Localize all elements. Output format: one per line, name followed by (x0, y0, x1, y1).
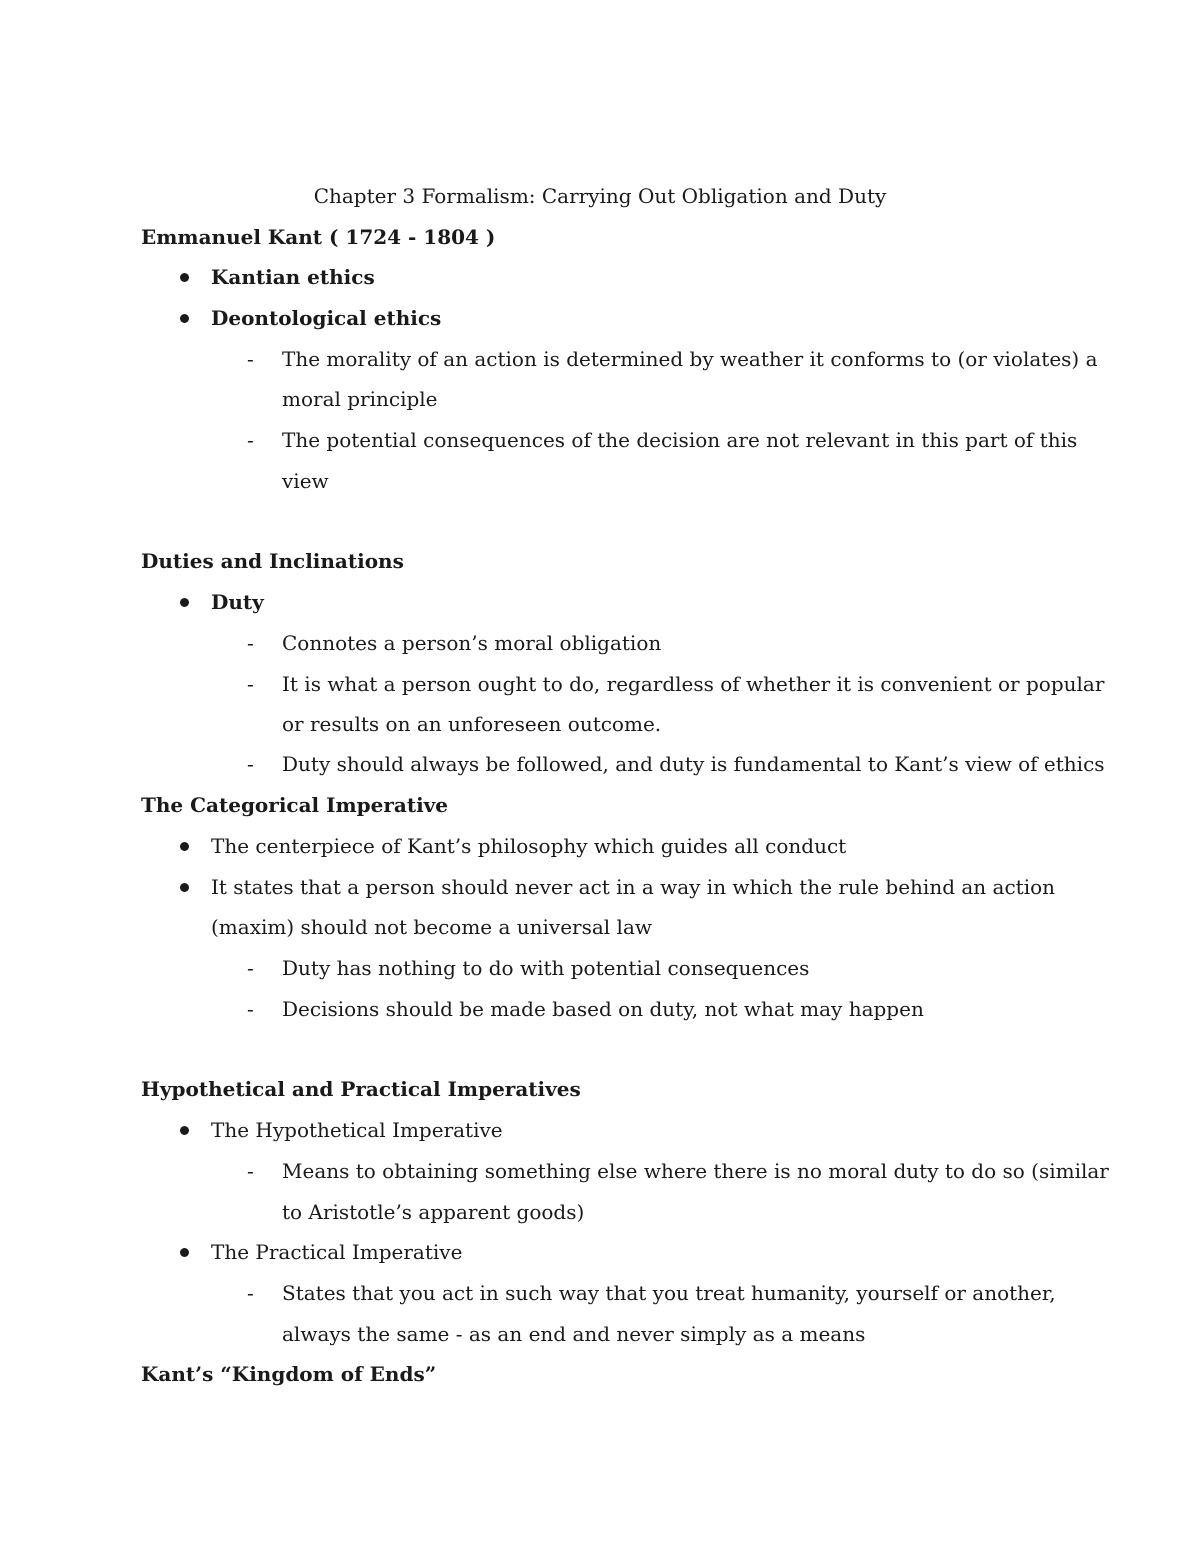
bullet-icon (180, 598, 189, 607)
sub-item-line: States that you act in such way that you treat humanity, yourself or another, (282, 1281, 1056, 1305)
bullet-icon (180, 842, 189, 851)
dash-marker: - (247, 997, 254, 1021)
sub-item-line: or results on an unforeseen outcome. (282, 712, 662, 736)
bullet-icon (180, 1126, 189, 1135)
sub-item-line: The morality of an action is determined by weather it conforms to (or violates) a (282, 347, 1098, 371)
sub-item-line: Duty should always be followed, and duty is fundamental to Kant’s view of ethics (282, 752, 1105, 776)
list-item-kantian-ethics: Kantian ethics (211, 265, 375, 289)
sub-item-line: The potential consequences of the decision are not relevant in this part of this (282, 428, 1078, 452)
dash-marker: - (247, 672, 254, 696)
sub-item-line: Duty has nothing to do with potential consequences (282, 956, 810, 980)
dash-marker: - (247, 752, 254, 776)
section-heading-categorical: The Categorical Imperative (141, 793, 449, 817)
dash-marker: - (247, 1159, 254, 1183)
section-heading-kant: Emmanuel Kant ( 1724 - 1804 ) (141, 225, 496, 249)
page-title: Chapter 3 Formalism: Carrying Out Obligation and Duty (313, 184, 887, 208)
sub-item-line: Decisions should be made based on duty, not what may happen (282, 997, 924, 1021)
bullet-icon (180, 1248, 189, 1257)
list-item-deontological-ethics: Deontological ethics (211, 306, 442, 330)
sub-item-line: Means to obtaining something else where there is no moral duty to do so (similar (282, 1159, 1109, 1183)
sub-item-line: to Aristotle’s apparent goods) (282, 1200, 585, 1224)
dash-marker: - (247, 956, 254, 980)
sub-item-line: moral principle (282, 387, 438, 411)
bullet-icon (180, 314, 189, 323)
sub-item-line: always the same - as an end and never simply as a means (282, 1322, 866, 1346)
section-heading-kingdom-of-ends: Kant’s “Kingdom of Ends” (141, 1362, 437, 1386)
list-item-it-states: It states that a person should never act in a way in which the rule behind an action (211, 875, 1056, 899)
sub-item-line: view (282, 469, 329, 493)
sub-item-line: Connotes a person’s moral obligation (282, 631, 662, 655)
dash-marker: - (247, 347, 254, 371)
section-heading-hypothetical: Hypothetical and Practical Imperatives (141, 1077, 581, 1101)
list-item-practical-imperative: The Practical Imperative (211, 1240, 463, 1264)
dash-marker: - (247, 631, 254, 655)
dash-marker: - (247, 428, 254, 452)
list-item-duty: Duty (211, 590, 264, 614)
list-item-hypothetical-imperative: The Hypothetical Imperative (211, 1118, 503, 1142)
dash-marker: - (247, 1281, 254, 1305)
section-heading-duties: Duties and Inclinations (141, 549, 404, 573)
list-item-centerpiece: The centerpiece of Kant’s philosophy which guides all conduct (211, 834, 847, 858)
sub-item-line: It is what a person ought to do, regardless of whether it is convenient or popular (282, 672, 1105, 696)
bullet-icon (180, 883, 189, 892)
list-item-it-states-cont: (maxim) should not become a universal law (211, 915, 652, 939)
bullet-icon (180, 273, 189, 282)
